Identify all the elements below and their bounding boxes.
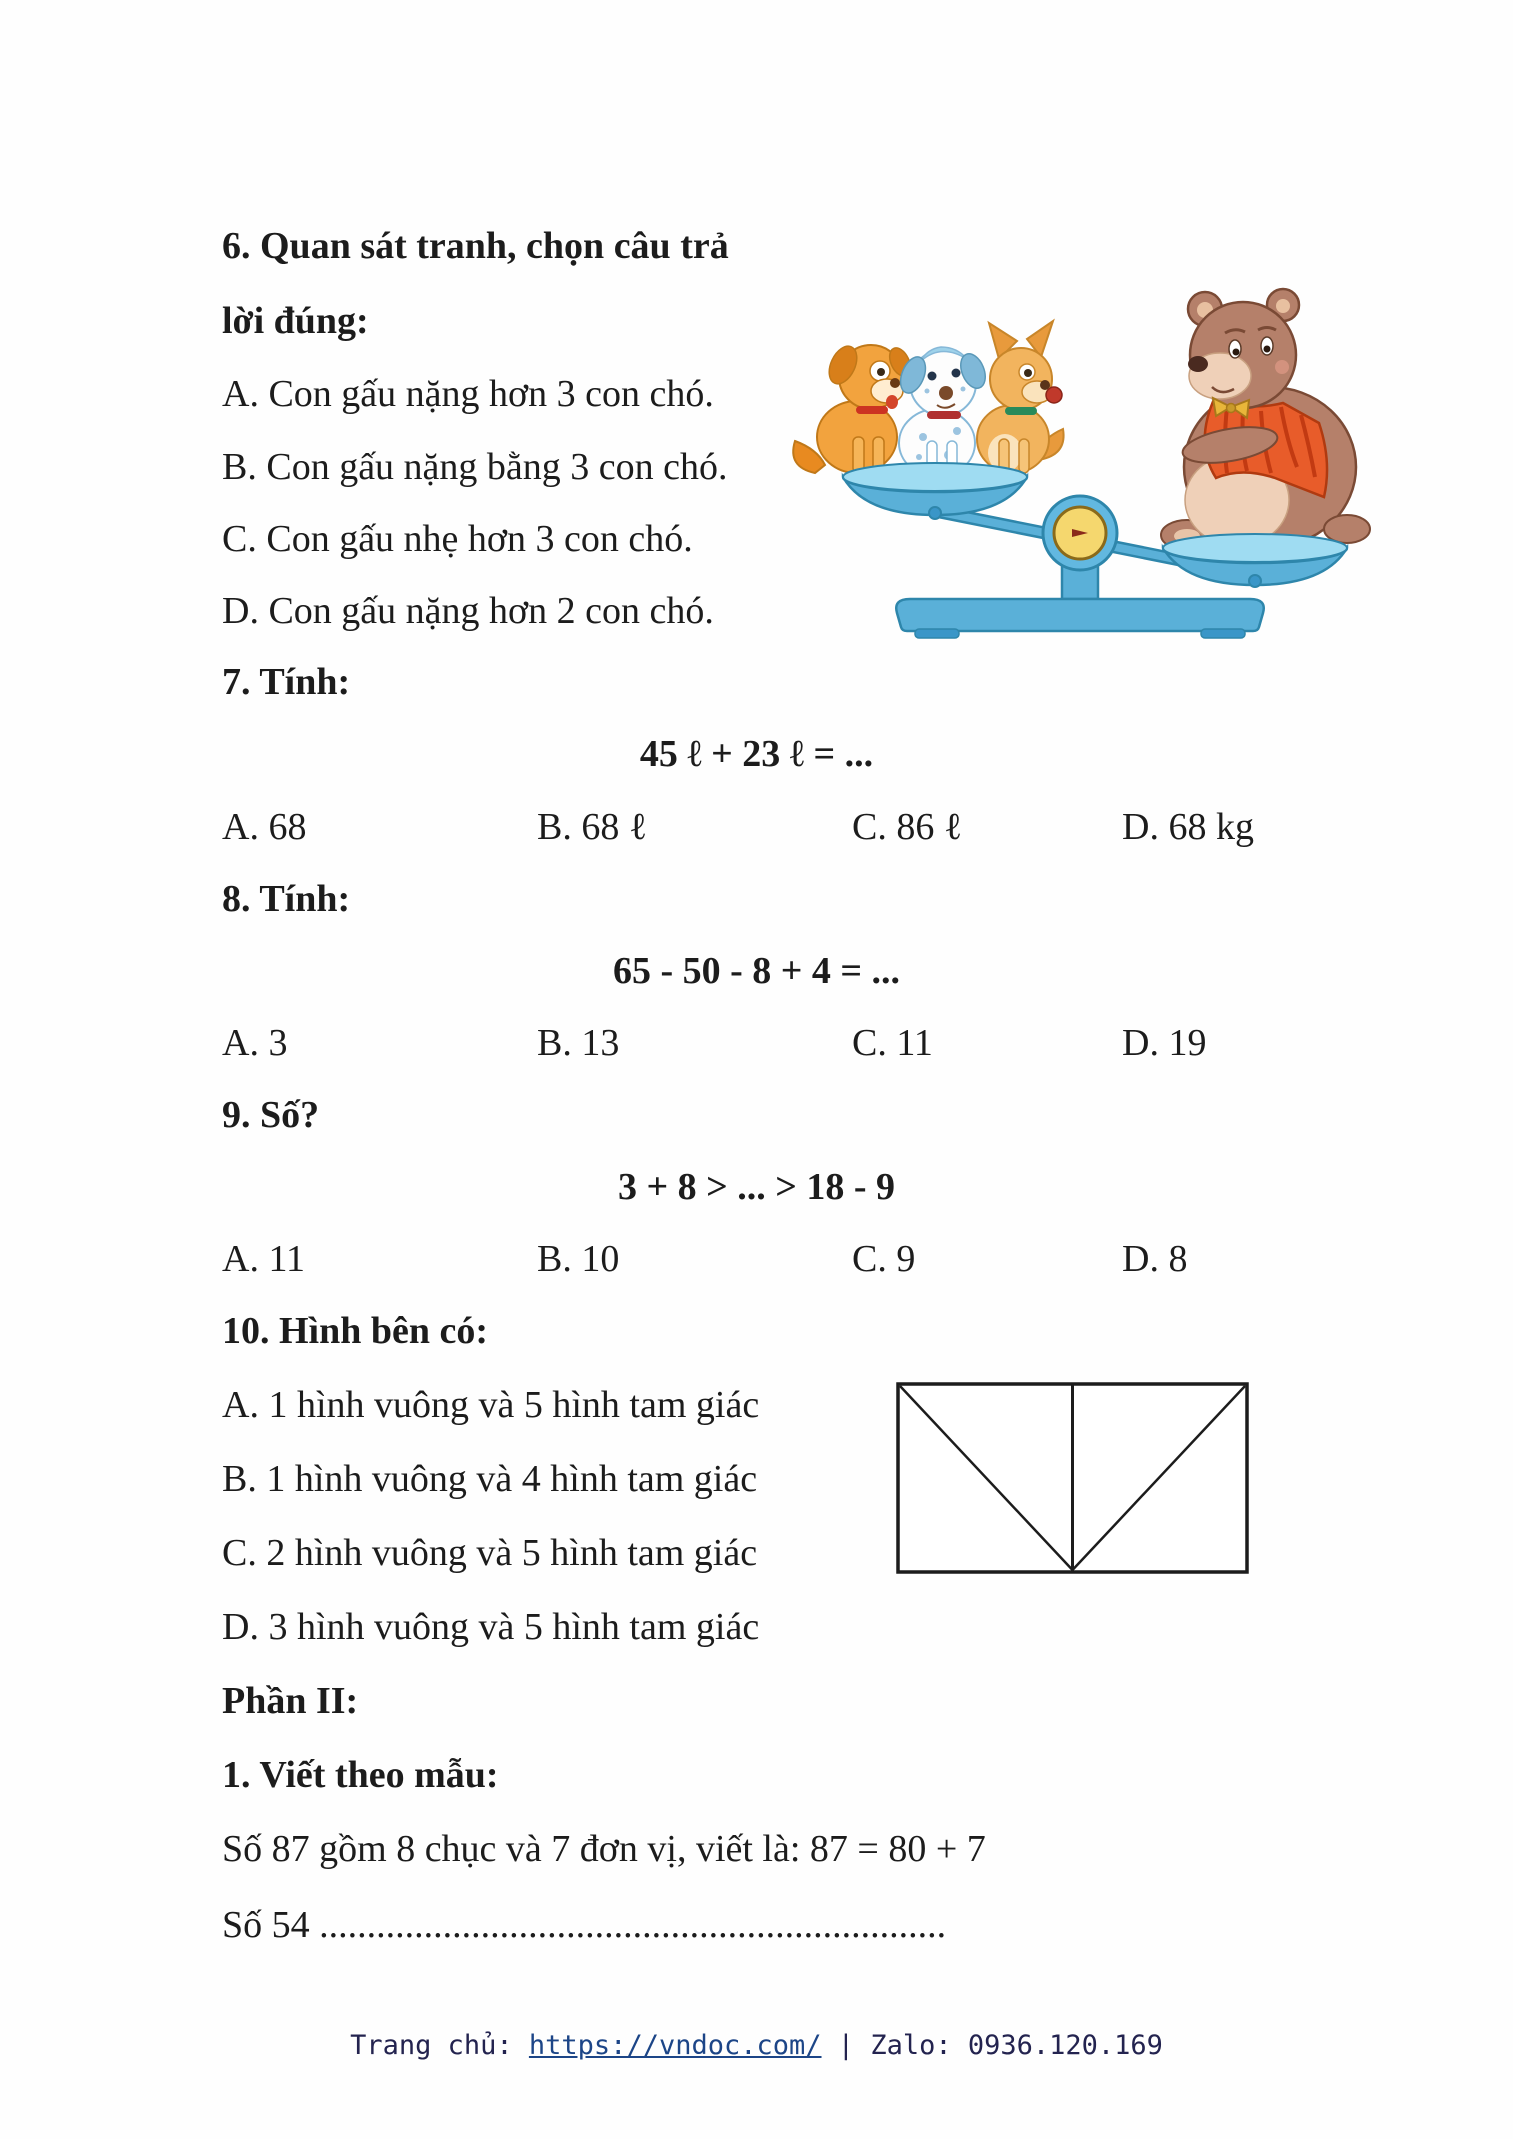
dog-tan bbox=[977, 321, 1064, 473]
footer-separator: | bbox=[837, 2030, 855, 2061]
dog-dalmatian bbox=[896, 347, 990, 477]
bear bbox=[1161, 289, 1370, 550]
q6-option-d: D. Con gấu nặng hơn 2 con chó. bbox=[222, 590, 714, 632]
q7-option-d: D. 68 kg bbox=[1122, 806, 1254, 848]
right-pan bbox=[1163, 534, 1347, 587]
part2-exercise-dotted-line: .................................................................. bbox=[319, 1904, 947, 1946]
part2-heading: Phần II: bbox=[222, 1680, 359, 1722]
q6-option-c: C. Con gấu nhẹ hơn 3 con chó. bbox=[222, 518, 693, 560]
q9-formula: 3 + 8 > ... > 18 - 9 bbox=[617, 1166, 896, 1208]
page-footer bbox=[0, 2030, 1513, 2061]
q9-option-a: A. 11 bbox=[222, 1238, 306, 1280]
part2-exercise bbox=[222, 1904, 946, 1948]
q9-title: 9. Số? bbox=[222, 1094, 320, 1136]
q10-option-d: D. 3 hình vuông và 5 hình tam giác bbox=[222, 1606, 760, 1648]
q8-formula: 65 - 50 - 8 + 4 = ... bbox=[612, 950, 901, 992]
left-pan bbox=[843, 463, 1027, 519]
q6-option-a: A. Con gấu nặng hơn 3 con chó. bbox=[222, 373, 714, 415]
q7-formula: 45 ℓ + 23 ℓ = ... bbox=[639, 733, 874, 775]
q10-option-a: A. 1 hình vuông và 5 hình tam giác bbox=[222, 1384, 760, 1426]
part2-example: Số 87 gồm 8 chục và 7 đơn vị, viết là: 87 = 80 + 7 bbox=[222, 1828, 986, 1870]
q7-option-c: C. 86 ℓ bbox=[852, 806, 963, 848]
part2-exercise-label: Số 54 bbox=[222, 1904, 310, 1946]
q8-option-d: D. 19 bbox=[1122, 1022, 1207, 1064]
footer-zalo: Zalo: 0936.120.169 bbox=[870, 2030, 1163, 2061]
q10-option-c: C. 2 hình vuông và 5 hình tam giác bbox=[222, 1532, 758, 1574]
rectangle-diagonals-figure bbox=[896, 1382, 1249, 1574]
q7-option-b: B. 68 ℓ bbox=[537, 806, 648, 848]
dog-orange bbox=[793, 342, 914, 473]
footer-prefix: Trang chủ: bbox=[350, 2030, 513, 2061]
q10-title: 10. Hình bên có: bbox=[222, 1310, 489, 1352]
q8-title: 8. Tính: bbox=[222, 878, 351, 920]
q8-option-b: B. 13 bbox=[537, 1022, 620, 1064]
homepage-link[interactable]: https://vndoc.com/ bbox=[528, 2030, 822, 2061]
scale-dial bbox=[1043, 496, 1117, 570]
q7-option-a: A. 68 bbox=[222, 806, 307, 848]
q8-option-c: C. 11 bbox=[852, 1022, 933, 1064]
part2-q1-title: 1. Viết theo mẫu: bbox=[222, 1754, 499, 1796]
q6-title-line2: lời đúng: bbox=[222, 300, 369, 342]
balance-scale-illustration bbox=[575, 215, 1460, 640]
q9-option-d: D. 8 bbox=[1122, 1238, 1188, 1280]
q10-option-b: B. 1 hình vuông và 4 hình tam giác bbox=[222, 1458, 758, 1500]
q9-option-b: B. 10 bbox=[537, 1238, 620, 1280]
q7-title: 7. Tính: bbox=[222, 661, 351, 703]
q6-title-line1: 6. Quan sát tranh, chọn câu trả bbox=[222, 225, 729, 267]
q9-option-c: C. 9 bbox=[852, 1238, 916, 1280]
q8-option-a: A. 3 bbox=[222, 1022, 288, 1064]
q6-option-b: B. Con gấu nặng bằng 3 con chó. bbox=[222, 446, 728, 488]
